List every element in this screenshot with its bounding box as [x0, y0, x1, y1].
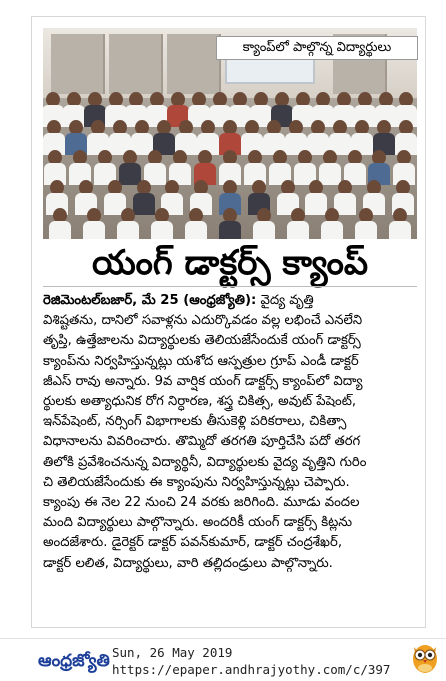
- article-line: క్యాంప్‌ను నిర్వహిస్తున్నట్లు యశోద ఆస్పత్రుల గ్రూప్ ఎండీ డాక్టర్: [43, 353, 359, 369]
- article-line: క్యాంపు ఈ నెల 22 నుంచి 24 వరకు జరిగింది. మూడు వందల: [43, 495, 360, 511]
- footer-divider: [0, 638, 446, 639]
- article-line: ర్థులకు అత్యాధునిక రోగ నిర్ధారణ, శస్త్ర చికిత్స, అవుట్ పేషెంట్,: [43, 394, 357, 410]
- edition-date: Sun, 26 May 2019: [112, 645, 233, 660]
- article-line: డాక్టర్ లలిత, విద్యార్థులు, వారి తల్లిదండ్రులు పాల్గొన్నారు.: [43, 555, 333, 571]
- photo-wall-panel: [109, 34, 163, 94]
- article-headline: యంగ్ డాక్టర్స్ క్యాంప్: [91, 243, 369, 283]
- article-line: చి తెలియజేసేందుకు ఈ క్యాంపును నిర్వహిస్తున్నట్లు చెప్పారు.: [43, 474, 350, 490]
- owl-icon: [411, 640, 439, 674]
- crowd-row-middle: [43, 150, 417, 165]
- epaper-url[interactable]: https://epaper.andhrajyothy.com/c/397: [112, 662, 391, 677]
- photo-wall-panel: [167, 34, 221, 94]
- article-line: జీఎస్ రావు అన్నారు. 9వ వార్షిక యంగ్ డాక్టర్స్ క్యాంప్‌లో విద్యా: [43, 373, 363, 389]
- article-body: [43, 291, 419, 615]
- article-line: విశిష్టతను, దానిలో సవాళ్లను ఎదుర్కొవడం వల్ల లభించే ఎనలేని: [43, 313, 363, 329]
- photo-caption-banner: క్యాంప్‌లో పాల్గొన్న విద్యార్థులు: [216, 36, 418, 60]
- crowd-row-front: [43, 180, 417, 195]
- footer-meta: [112, 644, 412, 678]
- article-line-first: [43, 291, 419, 311]
- article-line: తిలోకి ప్రవేశించనున్న విద్యార్థినీ, విద్యార్థులకు వైద్య వృత్తిని గురిం: [43, 454, 367, 470]
- headline-divider: [43, 286, 417, 287]
- andhrajyothy-logo[interactable]: ఆంధ్రజ్యోతి: [38, 651, 110, 671]
- article-line: మంది విద్యార్థులు పాల్గొన్నారు. అందరికీ యంగ్ డాక్టర్స్ కిట్లను: [43, 515, 353, 531]
- article-line: తృప్తి, ఉత్తేజాలను విద్యార్థులకు తెలియజేసేందుకే యంగ్ డాక్టర్స్: [43, 333, 361, 349]
- article-line: అందజేశారు. డైరెక్టర్ డాక్టర్ పవన్‌కుమార్, డాక్టర్ చంద్రశేఖర్,: [43, 535, 343, 551]
- article-line: విధానాలను వివరించారు. తొమ్మిదో తరగతి పూర్తిచేసి పదో తరగ: [43, 434, 361, 450]
- crowd-row-front: [43, 208, 417, 223]
- article-line: ఇన్‌పేషెంట్, నర్సింగ్ విభాగాలకు తీసుకెళ్లి పరికరాలు, చికిత్సా: [43, 414, 347, 430]
- article-dateline: రెజిమెంటల్‌బజార్, మే 25 (ఆంధ్రజ్యోతి):: [43, 293, 257, 308]
- photo-wall-panel: [51, 34, 105, 94]
- crowd-row-back: [43, 92, 417, 107]
- crowd-row-middle: [43, 120, 417, 135]
- article-text: వైద్య వృత్తి: [260, 293, 314, 308]
